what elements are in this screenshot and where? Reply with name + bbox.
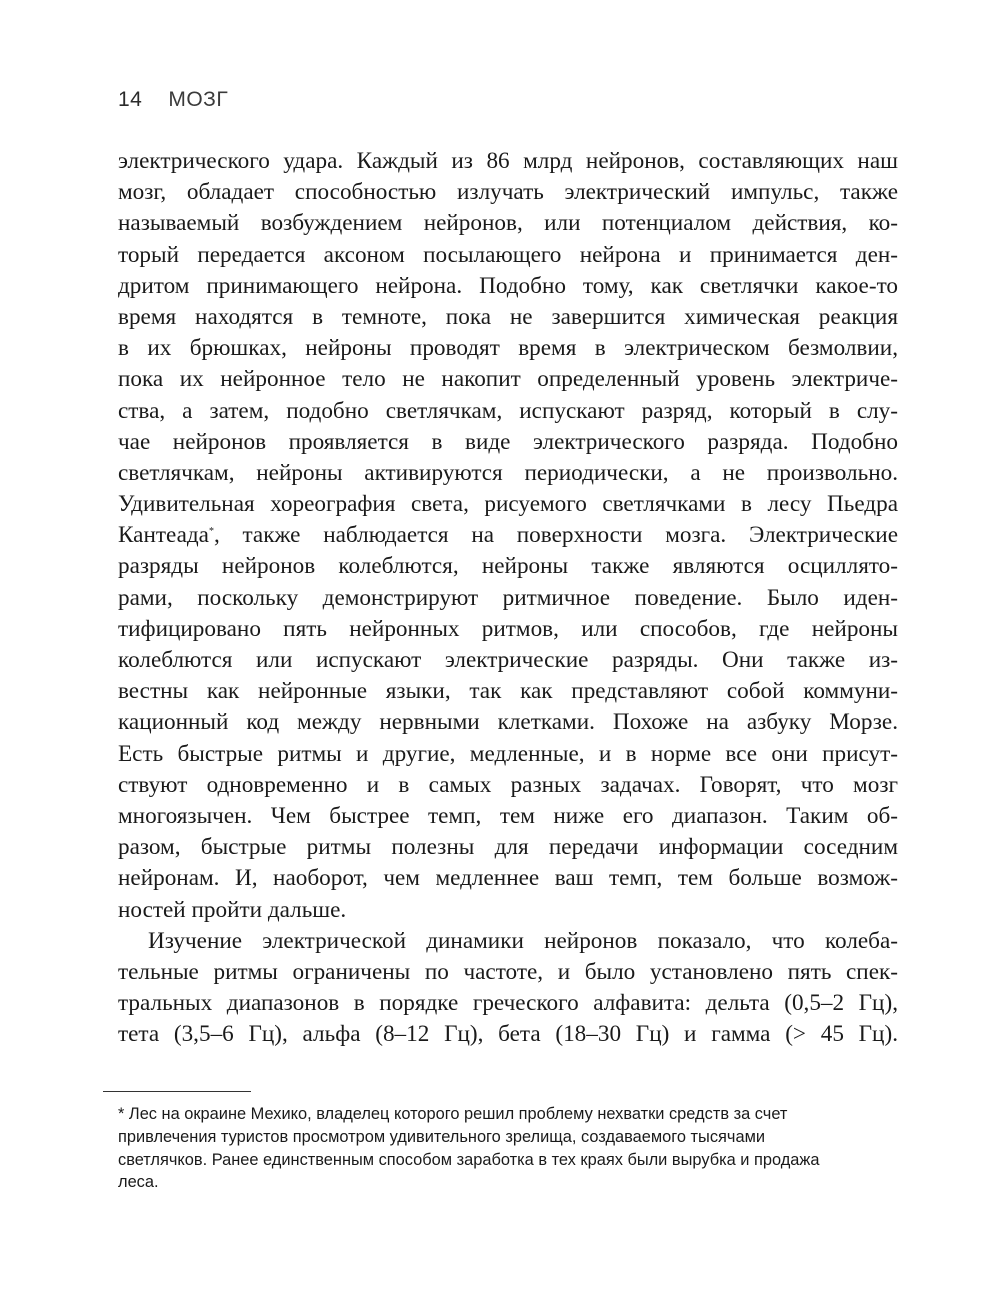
text-line: тральных диапазонов в порядке греческого алфавита: дельта (0,5–2 Гц),	[118, 990, 898, 1017]
text-line: Удивительная хореография света, рисуемого светлячками в лесу Пьедра	[118, 491, 898, 518]
text-line: Есть быстрые ритмы и другие, медленные, и в норме все они присут-	[118, 740, 898, 767]
footnote-divider	[103, 1091, 251, 1092]
footnote-line: * Лес на окраине Мехико, владелец которого решил проблему нехватки средств за счет	[118, 1105, 788, 1123]
text-fragment: Кантеада	[118, 522, 209, 549]
text-line-with-footnote-ref	[118, 520, 898, 551]
text-line: светлячкам, нейроны активируются периодически, а не произвольно.	[118, 459, 898, 486]
text-line: вестны как нейронные языки, так как представляют собой коммуни-	[118, 678, 898, 705]
text-line: время находятся в темноте, пока не завершится химическая реакция	[118, 303, 898, 330]
footnote-line: привлечения туристов просмотром удивительного зрелища, создаваемого тысячами	[118, 1127, 765, 1146]
text-line: разряды нейронов колеблются, нейроны также являются осциллято-	[118, 553, 898, 580]
footnote	[118, 1103, 878, 1194]
text-line: кационный код между нервными клетками. Похоже на азбуку Морзе.	[118, 709, 898, 736]
running-title: МОЗГ	[168, 88, 229, 111]
text-line: многоязычен. Чем быстрее темп, тем ниже его диапазон. Таким об-	[118, 802, 898, 829]
text-line: тета (3,5–6 Гц), альфа (8–12 Гц), бета (18–30 Гц) и гамма (> 45 Гц).	[118, 1021, 898, 1048]
text-fragment: , также наблюдается на поверхности мозга. Электрические	[213, 522, 898, 549]
text-line: нейронам. И, наоборот, чем медленнее ваш темп, тем больше возмож-	[118, 865, 898, 892]
paragraph-1	[118, 146, 898, 926]
text-line: тельные ритмы ограничены по частоте, и было установлено пять спек-	[118, 958, 898, 985]
text-line: Изучение электрической динамики нейронов показало, что колеба-	[148, 927, 898, 954]
text-line: ства, а затем, подобно светлячкам, испускают разряд, который в слу-	[118, 397, 898, 424]
footnote-marker[interactable]: *	[208, 526, 214, 538]
footnote-line: светлячков. Ранее единственным способом заработка в тех краях были вырубка и продажа	[118, 1150, 820, 1169]
text-line: мозг, обладает способностью излучать электрический импульс, также	[118, 179, 898, 206]
text-line: колеблются или испускают электрические разряды. Они также из-	[118, 647, 898, 673]
text-line: пока их нейронное тело не накопит определенный уровень электриче-	[118, 366, 898, 393]
text-line: называемый возбуждением нейронов, или потенциалом действия, ко-	[118, 210, 898, 237]
text-line: ностей пройти дальше.	[118, 896, 347, 923]
page-number: 14	[118, 88, 143, 111]
footnote-line: леса.	[118, 1173, 159, 1192]
text-line: рами, поскольку демонстрируют ритмичное поведение. Было иден-	[118, 584, 898, 611]
running-header	[118, 88, 228, 112]
text-line: дритом принимающего нейрона. Подобно тому, как светлячки какое-то	[118, 272, 898, 299]
text-line: разом, быстрые ритмы полезны для передачи информации соседним	[118, 834, 898, 861]
paragraph-2	[118, 926, 898, 1051]
text-line: ствуют одновременно и в самых разных задачах. Говорят, что мозг	[118, 771, 898, 798]
text-line: электрического удара. Каждый из 86 млрд нейронов, составляющих наш	[118, 148, 898, 174]
main-text	[118, 146, 898, 1050]
text-line: торый передается аксоном посылающего нейрона и принимается ден-	[118, 241, 898, 268]
text-line: чае нейронов проявляется в виде электрического разряда. Подобно	[118, 428, 898, 455]
text-line: в их брюшках, нейроны проводят время в электрическом безмолвии,	[118, 335, 898, 362]
text-line: тифицировано пять нейронных ритмов, или способов, где нейроны	[118, 615, 898, 642]
